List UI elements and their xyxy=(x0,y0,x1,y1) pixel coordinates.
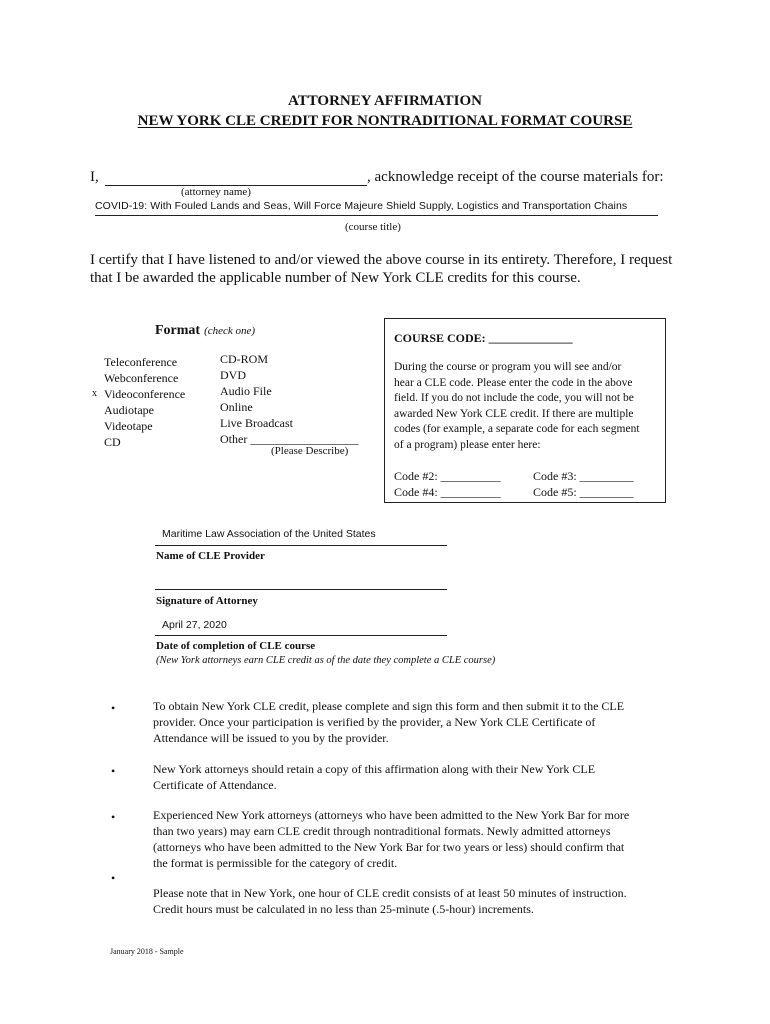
format-option-audiotape[interactable]: Audiotape xyxy=(104,403,154,417)
provider-field-line[interactable] xyxy=(155,545,447,546)
format-option-cd-rom[interactable]: CD-ROM xyxy=(220,352,269,366)
bullet-text-3: Experienced New York attorneys (attorneys who have been admitted to the New York Bar for more than two years) may earn CLE credit through nontraditional formats. Newly admitted attorneys (attorneys who have been admitted to the New York Bar for two years or less) should confirm that the format is permissible for the category of credit. xyxy=(153,808,630,870)
format-option-cd[interactable]: CD xyxy=(104,435,121,449)
signature-label: Signature of Attorney xyxy=(156,595,258,607)
format-heading: Format (check one) xyxy=(155,323,256,338)
format-right-options xyxy=(220,351,358,447)
acknowledge-suffix: , acknowledge receipt of the course materials for: xyxy=(367,169,664,185)
format-option-webconference[interactable]: Webconference xyxy=(104,371,179,385)
videoconference-check-mark: x xyxy=(92,388,97,399)
code-col-left xyxy=(394,468,501,500)
format-option-live-broadcast[interactable]: Live Broadcast xyxy=(220,416,293,430)
completion-label: Date of completion of CLE course xyxy=(156,640,316,652)
bullet-dot-4: • xyxy=(111,871,116,885)
bullet-text-4: Please note that in New York, one hour of CLE credit consists of at least 50 minutes of instruction. Credit hours must be calculated in no less than 25-minute (.5-hour) increments. xyxy=(153,886,627,916)
course-title-value: COVID-19: With Fouled Lands and Seas, Will Force Majeure Shield Supply, Logistics and Transportation Chains xyxy=(95,200,628,212)
provider-label: Name of CLE Provider xyxy=(156,550,265,562)
provider-value: Maritime Law Association of the United States xyxy=(162,528,376,540)
code-5-field[interactable]: Code #5: _________ xyxy=(533,485,634,499)
bullet-dot-2: • xyxy=(111,764,116,778)
format-option-videoconference[interactable]: Videoconference xyxy=(104,387,186,401)
form-title: ATTORNEY AFFIRMATION xyxy=(287,93,483,109)
format-option-teleconference[interactable]: Teleconference xyxy=(104,355,178,369)
other-caption: (Please Describe) xyxy=(271,445,349,457)
code-2-field[interactable]: Code #2: __________ xyxy=(394,469,501,483)
completion-date-value: April 27, 2020 xyxy=(162,619,227,631)
format-option-audio-file[interactable]: Audio File xyxy=(220,384,272,398)
certify-text: I certify that I have listened to and/or viewed the above course in its entirety. Therefore, I request that I be awarded the applicable number of New York CLE credits for this course. xyxy=(90,252,673,286)
code-4-field[interactable]: Code #4: __________ xyxy=(394,485,501,499)
footer-note: January 2018 - Sample xyxy=(110,947,184,956)
bullet-dot-3: • xyxy=(111,810,116,824)
form-subtitle: NEW YORK CLE CREDIT FOR NONTRADITIONAL FORMAT COURSE xyxy=(137,113,633,129)
bullet-dot-1: • xyxy=(111,701,116,715)
code-3-field[interactable]: Code #3: _________ xyxy=(533,469,634,483)
code-col-right xyxy=(533,468,634,500)
course-code-box xyxy=(384,318,666,503)
format-option-dvd[interactable]: DVD xyxy=(220,368,246,382)
attorney-name-field[interactable] xyxy=(105,168,367,186)
format-left-options xyxy=(104,354,185,450)
course-code-instructions: During the course or program you will see and/or hear a CLE code. Please enter the code in the above field. If you do not include the code, you will not be awarded New York CLE credit. If there are multiple codes (for example, a separate code for each segment of a program) please enter here: xyxy=(394,361,640,451)
format-option-online[interactable]: Online xyxy=(220,400,253,414)
format-option-videotape[interactable]: Videotape xyxy=(104,419,153,433)
attorney-name-caption: (attorney name) xyxy=(181,186,251,198)
format-option-other[interactable]: Other __________________ xyxy=(220,432,359,446)
completion-date-line[interactable] xyxy=(155,635,447,636)
bullet-text-1: To obtain New York CLE credit, please complete and sign this form and then submit it to the CLE provider. Once your participation is verified by the provider, a New York CLE Certificate of Attendance will be issued to you by the provider. xyxy=(153,699,625,745)
course-code-heading[interactable]: COURSE CODE: ______________ xyxy=(394,331,573,345)
course-title-line[interactable] xyxy=(95,215,658,216)
course-title-caption: (course title) xyxy=(345,221,401,233)
signature-field-line[interactable] xyxy=(155,589,447,590)
acknowledge-prefix: I, xyxy=(90,169,99,185)
bullet-text-2: New York attorneys should retain a copy of this affirmation along with their New York CLE Certificate of Attendance. xyxy=(153,762,596,792)
format-checkmarks xyxy=(92,354,103,402)
completion-note: (New York attorneys earn CLE credit as of the date they complete a CLE course) xyxy=(156,655,496,666)
